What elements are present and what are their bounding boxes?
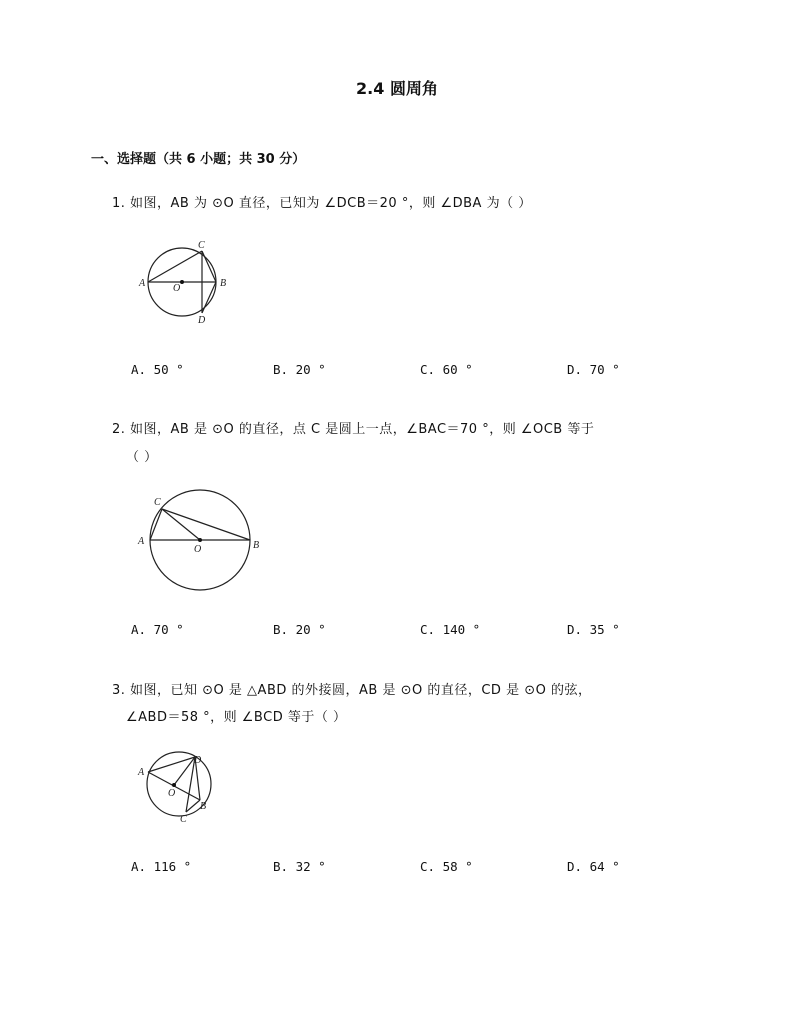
q1-option-d[interactable]: D. 70 ° <box>567 362 620 377</box>
label-O: O <box>168 788 176 799</box>
section-header: 一、选择题（共 6 小题；共 30 分） <box>91 152 306 167</box>
q1-option-c[interactable]: C. 60 ° <box>420 362 473 377</box>
question-2-stem-cont: （ ） <box>126 450 158 465</box>
question-3-figure <box>134 748 224 828</box>
q2-option-c[interactable]: C. 140 ° <box>420 622 481 637</box>
label-D: D <box>194 755 202 766</box>
q3-option-b[interactable]: B. 32 ° <box>273 859 326 874</box>
label-D: D <box>198 315 206 326</box>
label-C: C <box>198 240 205 251</box>
q3-option-c[interactable]: C. 58 ° <box>420 859 473 874</box>
q2-option-a[interactable]: A. 70 ° <box>131 622 184 637</box>
question-3-stem-cont: ∠ABD＝58 °，则 ∠BCD 等于（ ） <box>126 710 347 725</box>
label-B: B <box>253 540 260 551</box>
q2-option-d[interactable]: D. 35 ° <box>567 622 620 637</box>
q1-option-b[interactable]: B. 20 ° <box>273 362 326 377</box>
q1-option-a[interactable]: A. 50 ° <box>131 362 184 377</box>
label-A: A <box>139 278 146 289</box>
label-B: B <box>200 801 207 812</box>
label-O: O <box>194 544 202 555</box>
q3-option-d[interactable]: D. 64 ° <box>567 859 620 874</box>
label-A: A <box>138 536 145 547</box>
question-2-figure <box>136 486 266 596</box>
label-C: C <box>180 814 187 825</box>
label-C: C <box>154 497 161 508</box>
question-3-stem: 3. 如图，已知 ⊙O 是 △ABD 的外接圆，AB 是 ⊙O 的直径，CD 是 ⊙O 的弦， <box>112 683 592 698</box>
question-2-stem: 2. 如图，AB 是 ⊙O 的直径，点 C 是圆上一点，∠BAC＝70 °，则 ∠OCB 等于 <box>112 422 595 437</box>
page-title: 2.4 圆周角 <box>356 79 438 98</box>
question-1-stem: 1. 如图，AB 为 ⊙O 直径，已知为 ∠DCB＝20 °，则 ∠DBA 为（ ） <box>112 196 532 211</box>
label-A: A <box>138 767 145 778</box>
q2-option-b[interactable]: B. 20 ° <box>273 622 326 637</box>
question-1-figure <box>136 238 236 328</box>
label-O: O <box>173 283 181 294</box>
q3-option-a[interactable]: A. 116 ° <box>131 859 192 874</box>
label-B: B <box>220 278 227 289</box>
